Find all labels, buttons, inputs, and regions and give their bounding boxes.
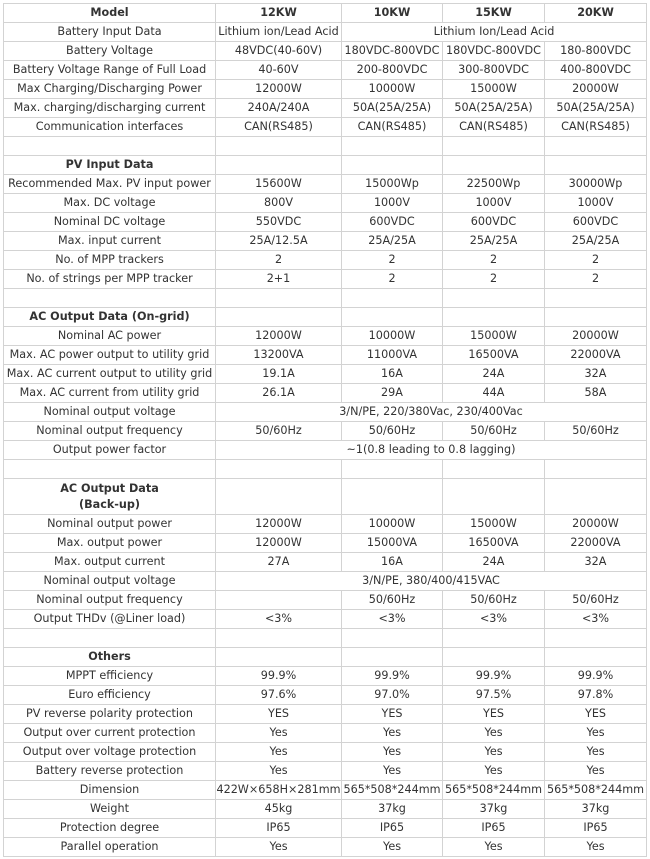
row-value: 565*508*244mm	[545, 781, 647, 800]
row-value: Yes	[342, 762, 443, 781]
section-title: AC Output Data (On-grid)	[4, 308, 216, 327]
empty-cell	[216, 460, 342, 479]
row-value: 16500VA	[443, 346, 545, 365]
row-value: Yes	[342, 743, 443, 762]
row-value: 800V	[216, 194, 342, 213]
row-value: Yes	[216, 762, 342, 781]
row-value: 32A	[545, 553, 647, 572]
row-label: Battery reverse protection	[4, 762, 216, 781]
empty-cell	[342, 648, 443, 667]
row-value: 44A	[443, 384, 545, 403]
row-label: Dimension	[4, 781, 216, 800]
row-value: IP65	[443, 819, 545, 838]
empty-cell	[4, 289, 216, 308]
row-label: Protection degree	[4, 819, 216, 838]
table-row	[4, 819, 647, 838]
empty-cell	[545, 460, 647, 479]
empty-cell	[342, 629, 443, 648]
ac-backup-nominal-voltage-row	[4, 572, 647, 591]
row-label: Max. DC voltage	[4, 194, 216, 213]
row-label: Nominal output voltage	[4, 572, 216, 591]
row-label: PV reverse polarity protection	[4, 705, 216, 724]
row-value: <3%	[443, 610, 545, 629]
row-value: 97.0%	[342, 686, 443, 705]
row-value: 16500VA	[443, 534, 545, 553]
row-value: Yes	[216, 743, 342, 762]
table-row	[4, 762, 647, 781]
table-row	[4, 270, 647, 289]
row-value: 180VDC-800VDC	[342, 42, 443, 61]
row-value: 97.5%	[443, 686, 545, 705]
row-label: Nominal AC power	[4, 327, 216, 346]
row-label: Output THDv (@Liner load)	[4, 610, 216, 629]
row-label: Output power factor	[4, 441, 216, 460]
table-row	[4, 175, 647, 194]
row-value: 25A/25A	[443, 232, 545, 251]
row-value: Yes	[342, 838, 443, 857]
row-value: 2	[443, 270, 545, 289]
row-value: Yes	[216, 838, 342, 857]
row-value: YES	[545, 705, 647, 724]
row-value: 24A	[443, 365, 545, 384]
row-value: 300-800VDC	[443, 61, 545, 80]
row-label: Battery Voltage	[4, 42, 216, 61]
row-value: 37kg	[342, 800, 443, 819]
row-value: Yes	[342, 724, 443, 743]
row-value: 50/60Hz	[545, 591, 647, 610]
row-value: 16A	[342, 365, 443, 384]
row-label: No. of strings per MPP tracker	[4, 270, 216, 289]
table-row	[4, 724, 647, 743]
row-value: IP65	[216, 819, 342, 838]
row-value: 15000W	[443, 327, 545, 346]
table-row	[4, 42, 647, 61]
table-row	[4, 327, 647, 346]
ac-backup-section-title-row	[4, 479, 647, 515]
table-row	[4, 515, 647, 534]
table-row	[4, 194, 647, 213]
row-value: <3%	[216, 610, 342, 629]
row-label: Max Charging/Discharging Power	[4, 80, 216, 99]
blank-row	[4, 137, 647, 156]
table-row	[4, 61, 647, 80]
ac-ongrid-frequency-row	[4, 422, 647, 441]
empty-cell	[545, 648, 647, 667]
battery-input-row	[4, 23, 647, 42]
empty-cell	[545, 629, 647, 648]
empty-cell	[443, 308, 545, 327]
header-model-15kw: 15KW	[443, 4, 545, 23]
row-value: Yes	[443, 762, 545, 781]
empty-cell	[443, 137, 545, 156]
empty-cell	[216, 629, 342, 648]
row-value: 16A	[342, 553, 443, 572]
row-value: 2+1	[216, 270, 342, 289]
row-label: Nominal DC voltage	[4, 213, 216, 232]
row-label: Max. output power	[4, 534, 216, 553]
row-value: 99.9%	[216, 667, 342, 686]
row-value: 10000W	[342, 515, 443, 534]
row-value: 2	[545, 251, 647, 270]
empty-cell	[443, 460, 545, 479]
table-row	[4, 384, 647, 403]
row-value: 565*508*244mm	[443, 781, 545, 800]
row-value: 20000W	[545, 515, 647, 534]
row-value: 2	[342, 270, 443, 289]
row-value: 600VDC	[545, 213, 647, 232]
row-label: Nominal output frequency	[4, 422, 216, 441]
row-value: 48VDC(40-60V)	[216, 42, 342, 61]
pv-section-title-row	[4, 156, 647, 175]
row-value: 10000W	[342, 80, 443, 99]
table-row	[4, 213, 647, 232]
row-value: Yes	[545, 743, 647, 762]
ac-ongrid-nominal-voltage-row	[4, 403, 647, 422]
row-label: Battery Voltage Range of Full Load	[4, 61, 216, 80]
row-value: IP65	[545, 819, 647, 838]
header-model-10kw: 10KW	[342, 4, 443, 23]
header-model-12kw: 12KW	[216, 4, 342, 23]
empty-cell	[545, 479, 647, 515]
row-value: 50/60Hz	[545, 422, 647, 441]
row-value: 32A	[545, 365, 647, 384]
row-value: CAN(RS485)	[443, 118, 545, 137]
table-row	[4, 553, 647, 572]
row-value: 13200VA	[216, 346, 342, 365]
empty-cell	[216, 648, 342, 667]
empty-cell	[4, 137, 216, 156]
row-label: Max. output current	[4, 553, 216, 572]
row-value: 58A	[545, 384, 647, 403]
row-value: 22000VA	[545, 534, 647, 553]
row-label: Recommended Max. PV input power	[4, 175, 216, 194]
row-value: 97.8%	[545, 686, 647, 705]
row-value: 600VDC	[342, 213, 443, 232]
row-value: 550VDC	[216, 213, 342, 232]
row-value: Yes	[443, 838, 545, 857]
row-value: Yes	[443, 724, 545, 743]
row-value: 12000W	[216, 515, 342, 534]
row-value: 180VDC-800VDC	[443, 42, 545, 61]
row-value: 1000V	[545, 194, 647, 213]
row-value: CAN(RS485)	[545, 118, 647, 137]
row-value: 1000V	[342, 194, 443, 213]
table-row	[4, 365, 647, 384]
ac-ongrid-section-title-row	[4, 308, 647, 327]
empty-cell	[545, 156, 647, 175]
row-label: Max. input current	[4, 232, 216, 251]
row-value: 50/60Hz	[216, 422, 342, 441]
row-label: Nominal output voltage	[4, 403, 216, 422]
empty-cell	[342, 289, 443, 308]
row-value: 10000W	[342, 327, 443, 346]
row-value: 99.9%	[342, 667, 443, 686]
table-row	[4, 686, 647, 705]
row-value: 15600W	[216, 175, 342, 194]
row-value: 45kg	[216, 800, 342, 819]
table-row	[4, 346, 647, 365]
empty-cell	[545, 308, 647, 327]
section-title: PV Input Data	[4, 156, 216, 175]
row-label: Weight	[4, 800, 216, 819]
row-value: 20000W	[545, 327, 647, 346]
row-value: 50A(25A/25A)	[342, 99, 443, 118]
blank-row	[4, 629, 647, 648]
row-value: 37kg	[443, 800, 545, 819]
row-value: 50A(25A/25A)	[545, 99, 647, 118]
row-value: 15000W	[443, 80, 545, 99]
row-value: 97.6%	[216, 686, 342, 705]
others-section-title-row	[4, 648, 647, 667]
row-value: 12000W	[216, 534, 342, 553]
row-value: 25A/25A	[545, 232, 647, 251]
row-value: 30000Wp	[545, 175, 647, 194]
row-value: YES	[443, 705, 545, 724]
row-label: Output over voltage protection	[4, 743, 216, 762]
empty-cell	[4, 629, 216, 648]
row-value: 2	[216, 251, 342, 270]
header-model-20kw: 20KW	[545, 4, 647, 23]
row-value: 15000VA	[342, 534, 443, 553]
row-value: YES	[216, 705, 342, 724]
table-row	[4, 118, 647, 137]
row-value: 15000Wp	[342, 175, 443, 194]
empty-cell	[443, 479, 545, 515]
row-value: Yes	[545, 838, 647, 857]
empty-cell	[443, 629, 545, 648]
ac-backup-thd-row	[4, 610, 647, 629]
row-value: 180-800VDC	[545, 42, 647, 61]
spec-table	[3, 3, 647, 857]
row-value: Yes	[216, 724, 342, 743]
row-label: Parallel operation	[4, 838, 216, 857]
row-value-merged: ~1(0.8 leading to 0.8 lagging)	[216, 441, 647, 460]
section-title	[4, 479, 216, 515]
row-value: 40-60V	[216, 61, 342, 80]
ac-ongrid-power-factor-row	[4, 441, 647, 460]
empty-cell	[216, 137, 342, 156]
row-value: CAN(RS485)	[216, 118, 342, 137]
row-value: Yes	[443, 743, 545, 762]
row-value: 200-800VDC	[342, 61, 443, 80]
table-row	[4, 534, 647, 553]
row-label: Euro efficiency	[4, 686, 216, 705]
row-value: 50A(25A/25A)	[443, 99, 545, 118]
empty-cell	[342, 137, 443, 156]
empty-cell	[342, 308, 443, 327]
row-value: 50/60Hz	[443, 591, 545, 610]
row-value: <3%	[545, 610, 647, 629]
section-title-line-1: AC Output Data	[60, 481, 159, 495]
empty-cell	[443, 156, 545, 175]
row-value: 22000VA	[545, 346, 647, 365]
row-value: 2	[545, 270, 647, 289]
row-value: IP65	[342, 819, 443, 838]
row-value	[216, 591, 342, 610]
empty-cell	[443, 648, 545, 667]
table-row	[4, 743, 647, 762]
row-value: 600VDC	[443, 213, 545, 232]
row-value: 29A	[342, 384, 443, 403]
table-row	[4, 232, 647, 251]
row-label: Communication interfaces	[4, 118, 216, 137]
table-row	[4, 705, 647, 724]
row-value: 99.9%	[545, 667, 647, 686]
row-value-merged: 3/N/PE, 220/380Vac, 230/400Vac	[216, 403, 647, 422]
row-value: 12000W	[216, 327, 342, 346]
row-label: Max. AC current from utility grid	[4, 384, 216, 403]
row-value: 27A	[216, 553, 342, 572]
row-value: 25A/12.5A	[216, 232, 342, 251]
row-value: Yes	[545, 724, 647, 743]
row-value: 2	[342, 251, 443, 270]
blank-row	[4, 289, 647, 308]
row-label: Nominal output power	[4, 515, 216, 534]
empty-cell	[216, 308, 342, 327]
section-title-line-2: (Back-up)	[79, 497, 140, 511]
row-value: 26.1A	[216, 384, 342, 403]
row-label: Max. AC current output to utility grid	[4, 365, 216, 384]
row-value: 99.9%	[443, 667, 545, 686]
row-value: CAN(RS485)	[342, 118, 443, 137]
row-label: Max. AC power output to utility grid	[4, 346, 216, 365]
row-value: 240A/240A	[216, 99, 342, 118]
table-row	[4, 838, 647, 857]
row-label: MPPT efficiency	[4, 667, 216, 686]
row-label: Nominal output frequency	[4, 591, 216, 610]
empty-cell	[342, 460, 443, 479]
row-value: 400-800VDC	[545, 61, 647, 80]
row-value: <3%	[342, 610, 443, 629]
header-row	[4, 4, 647, 23]
row-value: 12000W	[216, 80, 342, 99]
row-value: 1000V	[443, 194, 545, 213]
empty-cell	[545, 137, 647, 156]
row-value: 22500Wp	[443, 175, 545, 194]
row-value: Yes	[545, 762, 647, 781]
table-row	[4, 667, 647, 686]
row-label: Max. charging/discharging current	[4, 99, 216, 118]
empty-cell	[443, 289, 545, 308]
row-value: 2	[443, 251, 545, 270]
empty-cell	[216, 289, 342, 308]
spec-table-body	[4, 4, 647, 857]
table-row	[4, 80, 647, 99]
table-row	[4, 781, 647, 800]
header-model: Model	[4, 4, 216, 23]
row-label: Output over current protection	[4, 724, 216, 743]
row-value: 37kg	[545, 800, 647, 819]
empty-cell	[342, 156, 443, 175]
row-value: 25A/25A	[342, 232, 443, 251]
ac-backup-frequency-row	[4, 591, 647, 610]
row-value-merged: Lithium Ion/Lead Acid	[342, 23, 647, 42]
empty-cell	[545, 289, 647, 308]
row-value: 19.1A	[216, 365, 342, 384]
section-title: Others	[4, 648, 216, 667]
row-value: 20000W	[545, 80, 647, 99]
row-value: 565*508*244mm	[342, 781, 443, 800]
empty-cell	[342, 479, 443, 515]
empty-cell	[4, 460, 216, 479]
row-value-merged: 3/N/PE, 380/400/415VAC	[216, 572, 647, 591]
row-value: 422W×658H×281mm	[216, 781, 342, 800]
table-row	[4, 99, 647, 118]
empty-cell	[216, 479, 342, 515]
row-value: 50/60Hz	[342, 422, 443, 441]
row-value: 50/60Hz	[443, 422, 545, 441]
row-label: No. of MPP trackers	[4, 251, 216, 270]
row-value: 15000W	[443, 515, 545, 534]
row-value: 11000VA	[342, 346, 443, 365]
empty-cell	[216, 156, 342, 175]
row-label: Battery Input Data	[4, 23, 216, 42]
row-value: 50/60Hz	[342, 591, 443, 610]
blank-row	[4, 460, 647, 479]
table-row	[4, 800, 647, 819]
row-value: YES	[342, 705, 443, 724]
row-value: Lithium ion/Lead Acid	[216, 23, 342, 42]
table-row	[4, 251, 647, 270]
row-value: 24A	[443, 553, 545, 572]
